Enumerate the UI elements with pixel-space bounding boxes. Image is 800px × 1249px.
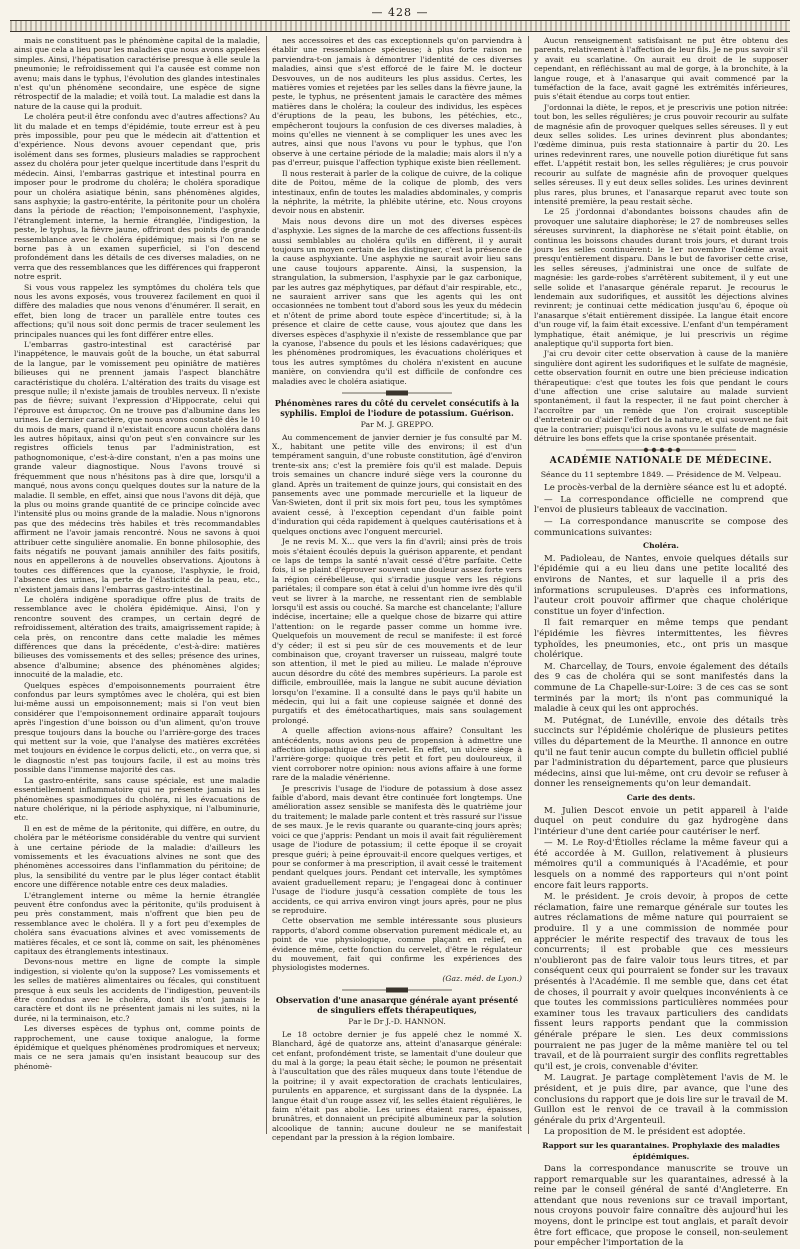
anasarque-article-body: [272, 1030, 522, 1143]
paragraph: L'embarras gastro-intestinal est caractérisé par l'inappétence, le mauvais goût de la bouche, un état saburral de la langue, par le vomissement peu opiniâtre de matières bilieuses qui ne prennent jamais l'aspect blanchâtre caractéristique du choléra. L'altération des traits du visage est presque nulle; il n'existe jamais de troubles nerveux. Il n'existe pas de fièvre; suivant l'expression d'Hippocrate, celui qui l'éprouve est ἀπυρετος. On ne trouve pas d'albumine dans les urines. Le dernier caractère, que nous avons constaté dès le 10 du mois de mars, quand il n'existait encore aucun choléra dans les autres hôpitaux, ainsi qu'on peut s'en convaincre sur les registres officiels tenus par l'administration, est pathognomonique, c'est-à-dire constant, n'en a pas moins une grande valeur diagnostique. Nous l'avons trouvé si fréquemment que nous n'hésitons pas à dire que, lorsqu'il a manqué, nous avons conçu quelques doutes sur la nature de la maladie. Il semble, en effet, ainsi que nous l'avons dit déjà, que la plus ou moins grande quantité de ce principe coïncide avec l'intensité plus ou moins grande de la maladie. Nous n'ignorons pas que des médecins très habiles et très recommandables affirment ne l'avoir jamais rencontré. Nous ne savons à quoi attribuer cette singulière anomalie. En bonne philosophie, des faits négatifs ne pouvant jamais annihiler des faits positifs, nous en appellerons à de nouvelles observations. Ajoutons à toutes ces différences que la cyanose, l'asphyxie, le froid, l'absence des urines, la perte de l'élasticité de la peau, etc., n'existent jamais dans l'embarras gastro-intestinal.: [14, 340, 260, 594]
paragraph: L'étranglement interne ou même la hernie étranglée peuvent être confondus avec la péritonite, qu'ils produisent à peu près constamment, mais n'offrent que bien peu de ressemblance avec le choléra. Il y a fort peu d'exemples de choléra sans évacuations alvines et avec vomissements de matières fécales, et ce sont là, comme on sait, les phénomènes capitaux des étranglements intestinaux.: [14, 890, 260, 956]
column-3: [534, 36, 788, 1249]
column-2: [272, 36, 522, 1143]
article-byline-greppo: Par M. J. GREPPO.: [360, 420, 434, 430]
paragraph: Devons-nous mettre en ligne de compte la simple indigestion, si violente qu'on la suppose? Les vomissements et les selles de matières alimentaires ou fécales, qui constituent presque à eux seuls les accidents de l'indigestion, peuvent-ils être confondus avec le choléra, dont ils n'ont jamais le caractère et dont ils ne présentent jamais ni les suites, ni la durée, ni la terminaison, etc.?: [14, 957, 260, 1023]
teeth-reports: [534, 806, 788, 1138]
ornamental-separator: [586, 447, 736, 453]
cholera-diagnosis-article: [14, 36, 260, 1071]
paragraph: Il fait remarquer en même temps que pendant l'épidémie les fièvres intermittentes, les fièvres typhoïdes, les pneumonies, etc., ont pris un masque cholérique.: [534, 618, 788, 661]
ornamental-separator: [342, 987, 452, 993]
paragraph: La proposition de M. le président est adoptée.: [544, 1127, 746, 1138]
article-heading-syphilis: Phénomènes rares du côté du cervelet consécutifs à la syphilis. Emploi de l'iodure de potassium. Guérison.: [274, 398, 520, 418]
paragraph: A quelle affection avions-nous affaire? Consultant les antécédents, nous avions peu de propension à admettre une affection idiopathique du cervelet. En effet, un ulcère siège à l'arrière-gorge: quoique très petit et fort peu douloureux, il vient corroborer notre opinion: nous avions affaire à une forme rare de la maladie vénérienne.: [272, 726, 522, 783]
syphilis-article-body: [272, 433, 522, 973]
paragraph: La gastro-entérite, sans cause spéciale, est une maladie essentiellement inflammatoire qui ne présente jamais ni les phénomènes spasmodiques du choléra, ni les évacuations de nature cholérique, ni la période asphyxique, ni l'albuminurie, etc.: [14, 775, 260, 823]
paragraph: mais ne constituent pas le phénomène capital de la maladie, ainsi que cela a lieu pour les maladies que nous avons appelées simples. Ainsi, l'hépatisation caractérise presque à elle seule la pneumonie; le refroidissement qui l'a causée est comme non avenu; mais dans le typhus, l'évolution des glandes intestinales n'est qu'un phénomène secondaire, une espèce de signe rétrospectif de la maladie; et voilà tout. La maladie est dans la nature de la cause qui la produit.: [14, 36, 260, 111]
paragraph: Dans la correspondance manuscrite se trouve un rapport remarquable sur les quarantaines, adressé à la reine par le conseil général de santé d'Angleterre. En attendant que nous revenions sur ce travail important, nous croyons pouvoir faire connaître dès aujourd'hui les moyens, dont le principe est tout anglais, et paraît devoir être fort efficace, que propose le conseil, non-seulement pour empêcher l'importation de la: [534, 1164, 788, 1249]
paragraph: Il en est de même de la péritonite, qui diffère, en outre, du choléra par le météorisme considérable du ventre qui survient à une certaine période de la maladie: d'ailleurs les vomissements et les évacuations alvines ne sont que des phénomènes accessoires dans l'inflammation du péritoine; de plus, la sensibilité du ventre par le plus léger contact établit encore une différence notable entre ces deux maladies.: [14, 823, 260, 890]
paragraph: M. Julien Descot envoie un petit appareil à l'aide duquel on peut conduire du gaz hydrogène dans l'intérieur d'une dent cariée pour cautériser le nerf.: [534, 805, 788, 837]
paragraph: M. Laugrat. Je partage complètement l'avis de M. le président, et je puis dire, par avance, que l'une des conclusions du rapport que je dois lire sur le travail de M. Guillon est le renvoi de ce travail à la commission générale du prix d'Argenteuil.: [534, 1073, 788, 1126]
paragraph: M. Putégnat, de Lunéville, envoie des détails très succincts sur l'épidémie cholérique de plusieurs petites villes du département de la Meurthe. Il annonce en outre qu'il ne faut tenir aucun compte du bulletin officiel publié par l'administration du département, parce que plusieurs médecins, ainsi que lui-même, ont cru devoir se refuser à donner les renseignements qu'on leur demandait.: [534, 715, 788, 790]
paragraph: Aucun renseignement satisfaisant ne put être obtenu des parents, relativement à l'affection de leur fils. Je ne pus savoir s'il y avait eu scarlatine. On aurait eu droit de le supposer cependant, en réfléchissant au mal de gorge, à la bronchite, à la langue rouge, et à l'anasarque qui avait commencé par la tuméfaction de la face, avait gagné les extrémités inférieures, puis s'était étendue au corps tout entier.: [534, 36, 788, 102]
paragraph: M. Padioleau, de Nantes, envoie quelques détails sur l'épidémie qui a eu lieu dans une petite localité des environs de Nantes, et sur laquelle il a pris des informations scrupuleuses. D'après ces informations, l'auteur croit pouvoir affirmer que chaque cholérique constitue un foyer d'infection.: [534, 553, 788, 617]
paragraph: Je prescrivis l'usage de l'iodure de potassium à dose assez faible d'abord, mais devant être continuée fort longtemps. Une amélioration assez sensible se manifesta dès le quatrième jour du traitement; le malade parle content et très rassuré sur l'issue de ses maux. Je le revis quarante ou quarante-cinq jours après; voici ce que j'appris: Pendant un mois il avait fait régulièrement usage de l'iodure de potassium; il cette époque il se croyait presque guéri; à peine éprouvait-il encore quelques vertiges, et pour se conformer à ma prescription, il avait cessé le traitement pendant quelques jours. Pendant cet intervalle, les symptômes avaient graduellement reparu; je l'engageai donc à continuer l'usage de l'iodure jusqu'à cessation complète de tous les accidents, ce qui arriva environ vingt jours après, pour ne plus se reproduire.: [272, 783, 522, 915]
column-1: [14, 36, 260, 1136]
academy-minutes: [534, 483, 788, 538]
cholera-reports: [534, 554, 788, 790]
paragraph: Les diverses espèces de typhus ont, comme points de rapprochement, une cause toxique analogue, la forme épidémique et quelques phénomènes prodromiques et nerveux; mais ce ne sera jamais qu'en insistant beaucoup sur des phénomè-: [14, 1024, 260, 1071]
paragraph: — M. Le Roy-d'Étiolles réclame la même faveur qui a été accordée à M. Guillon, relativement à plusieurs mémoires qu'il a communiqués à l'Académie, et pour lesquels on a nommé des rapporteurs qui n'ont point encore fait leurs rapports.: [534, 838, 788, 891]
article-heading-anasarque: Observation d'une anasarque générale ayant présenté de singuliers effets thérapeutiques,: [275, 995, 519, 1015]
paragraph: Quelques espèces d'empoisonnements pourraient être confondus par leurs symptômes avec le choléra, qui est bien lui-même aussi un empoisonnement; mais si l'on veut bien considérer que l'empoisonnement ordinaire apparaît toujours après l'ingestion d'une boisson ou d'un aliment, qu'on trouve presque toujours dans la bouche ou l'arrière-gorge des traces qui mettent sur la voie, que l'analyse des matières excrétées met toujours en évidence le corpus delicti, etc., on verra que, si le diagnostic n'est pas toujours facile, il est au moins très possible dans l'immense majorité des cas.: [14, 680, 260, 775]
paragraph: Au commencement de janvier dernier je fus consulté par M. X., habitant une petite ville des environs; il est d'un tempérament sanguin, d'une robuste constitution, âgé d'environ trente-six ans; c'est la première fois qu'il est malade. Depuis trois semaines un chancre induré siège vers la couronne du gland. Après un traitement de quinze jours, qui consistait en des pansements avec une pommade mercurielle et la liqueur de Van-Swieten, dont il prit six mois fort peu, tous les symptômes avaient cessé, à l'exception cependant d'un faible point d'induration qui céda rapidement à quelques cautérisations et à quelques onctions avec l'onguent mercuriel.: [272, 432, 522, 536]
paragraph: J'ai cru devoir citer cette observation à cause de la manière singulière dont agirent les sudorifiques et le sulfate de magnésie, cette observation fournit en outre une bien précieuse indication thérapeutique: c'est que toutes les fois que pendant le cours d'une affection une crise salutaire au malade survient spontanément, il faut la respecter, il ne faut point chercher à l'accroître par un remède que l'on croirait susceptible d'entretenir ou d'aider l'effort de la nature, et qui souvent ne fait que la contrarier; puisqu'ici nous avons vu le sulfate de magnésie détruire les bons effets que la crise spontanée présentait.: [534, 349, 788, 444]
paragraph: — La correspondance officielle ne comprend que l'envoi de plusieurs tableaux de vaccination.: [534, 494, 788, 516]
masthead-rule: [10, 20, 790, 32]
paragraph: Le procès-verbal de la dernière séance est lu et adopté.: [544, 483, 787, 494]
column-divider: [266, 36, 267, 1134]
ornamental-separator: [342, 390, 452, 396]
paragraph: Le 25 j'ordonnai d'abondantes boissons chaudes afin de provoquer une salutaire diaphorèse; le 27 de nombreuses selles séreuses survinrent, la diaphorèse ne s'était point établie, on continua les boissons chaudes durant trois jours, et durant trois jours les selles continuèrent: le 1er novembre l'œdème avait presqu'entièrement disparu. Dans le but de favoriser cette crise, les selles séreuses, j'administrai une once de sulfate de magnésie: les garde-robes s'arrêtèrent subitement, il y eut une selle solide et l'anasarque générale reparut. Je recourus le lendemain aux sudorifiques, et aussitôt les déjections alvines revinrent; je continuai cette médication jusqu'au 6, époque où l'anasarque s'était entièrement dissipée. La langue était encore d'un rouge vif, la faim était excessive. L'enfant d'un tempérament lymphatique, était anémique, je lui prescrivis un régime analeptique qu'il supporta fort bien.: [534, 207, 788, 348]
paragraph: Je ne revis M. X... que vers la fin d'avril; ainsi près de trois mois s'étaient écoulés depuis la guérison apparente, et pendant ce laps de temps la santé n'avait cessé d'être parfaite. Cette fois, il se plaint d'éprouver souvent une douleur assez forte vers la région cérébelleuse, qui s'irradie jusque vers les régions pariétales; il compare son état à celui d'un homme ivre dès qu'il veut se livrer à la marche, ne ressentant rien de semblable lorsqu'il est assis ou couché. Sa marche est chancelante; l'allure indécise, incertaine; elle a quelque chose de bizarre qui attire l'attention: on le regarde passer comme un homme ivre. Quelquefois un mouvement de recul se manifeste: il est forcé d'y céder; il est si peu sûr de ces mouvements et de leur combinaison que, croyant traverser un ruisseau, malgré toute son attention, il met le pied au milieu. Le malade n'éprouve aucun désordre du côté des membres supérieurs. La parole est difficile, embrouillée, mais la langue ne subit aucune déviation lorsqu'on l'examine. Il a consulté dans le pays qu'il habite un médecin, qui lui a fait une copieuse saignée et donné des purgatifs et des émétocathartiques, mais sans soulagement prolongé.: [272, 537, 522, 725]
paragraph: Si vous vous rappelez les symptômes du choléra tels que nous les avons exposés, vous trouverez facilement en quoi il diffère des maladies que nous venons d'énumérer. Il serait, en effet, bien long de tracer un parallèle entre toutes ces affections; qu'il nous soit donc permis de tracer seulement les principales nuances qui les font différer entre elles.: [14, 282, 260, 339]
session-line: Séance du 11 septembre 1849. — Présidence de M. Velpeau.: [540, 469, 782, 479]
anasarque-article-continued: [534, 36, 788, 443]
paragraph: Le choléra indigène sporadique offre plus de traits de ressemblance avec le choléra épidémique. Ainsi, l'on y rencontre souvent des crampes, un certain degré de refroidissement, altération des traits, amaigrissement rapide; à cela près, on rencontre dans cette maladie les mêmes différences que dans la précédente, c'est-à-dire: matières bilieuses des vomissements et des selles; présence des urines, absence d'albumine; absence des phénomènes algides; innocuité de la maladie, etc.: [14, 594, 260, 680]
paragraph: J'ordonnai la diète, le repos, et je prescrivis une potion nitrée: tout bon, les selles régulières; je crus pouvoir recourir au sulfate de magnésie afin de provoquer quelques selles séreuses. Il y eut deux selles solides. Les urines devinrent plus abondantes; l'œdème diminua, puis resta stationnaire à partir du 20. Les urines redevinrent rares, une nouvelle potion diurétique fut sans effet. L'appétit restait bon, les selles régulières; je crus pouvoir recourir au sulfate de magnésie afin de provoquer quelques selles séreuses. Il y eut deux selles solides. Les urines devinrent plus rares, plus brunes, et l'anasarque reparut avec toute son intensité première, la peau restait sèche.: [534, 102, 788, 206]
paragraph: nes accessoires et des cas exceptionnels qu'on parviendra à établir une ressemblance spécieuse; à plus forte raison ne parviendra-t-on jamais à démontrer l'identité de ces diverses maladies, ainsi que s'est efforcé de le faire M. le docteur Desvouves, un de nos auditeurs les plus assidus. Certes, les matières vomies et rejetées par les selles dans la fièvre jaune, la peste, le typhus, ne présentent jamais le caractère des mêmes matières dans le choléra; la couleur des individus, les espèces d'éruptions de la peau, les bubons, les pétéchies, etc., empêcheront toujours la confusion de ces diverses maladies, à moins qu'elles ne viennent à se compliquer les unes avec les autres, ainsi que nous l'avons vu pour le typhus, que l'on observe à une certaine période de la maladie; mais alors il n'y a pas d'erreur, puisque l'affection typhique existe bien réellement.: [272, 36, 522, 168]
cholera-diagnosis-continued: [272, 36, 522, 386]
paragraph: Cette observation me semble intéressante sous plusieurs rapports, d'abord comme observation purement médicale et, au point de vue physiologique, comme plaçant en relief, en évidence même, cette fonction du cervelet, d'être le régulateur du mouvement, fait qui confirme les expériences des physiologistes modernes.: [272, 916, 522, 973]
paragraph: M. Charcellay, de Tours, envoie également des détails des 9 cas de choléra qui se sont manifestés dans la commune de La Chapelle-sur-Loire: 3 de ces cas se sont terminés par la mort; ils n'ont pas communiqué la maladie à ceux qui les ont approchés.: [534, 661, 788, 715]
subhead-teeth: Carie des dents.: [626, 792, 696, 802]
article-source: (Gaz. méd. de Lyon.): [442, 973, 522, 983]
article-byline-hannon: Par le Dr J.-D. HANNON.: [348, 1017, 446, 1027]
paragraph: M. le président. Je crois devoir, à propos de cette réclamation, faire une remarque générale sur toutes les autres réclamations de même nature qui pourraient se produire. Il y a une commission de nommée pour apprécier le mérite respectif des travaux de tous les concurrents; il est probable que ces messieurs n'oublieront pas de faire valoir tous leurs titres, et par conséquent ceux qui pourraient se fonder sur les travaux présentés à l'Académie. Il me semble que, dans cet état de choses, il pourrait y avoir quelques inconvénients à ce que toutes les commissions particulières nommées pour examiner tous les travaux particuliers des candidats fissent leurs rapports pendant que la commission générale prépare le sien. Les deux commissions pourraient ne pas juger de la même manière tel ou tel travail, et de là pourraient surgir des conflits regrettables qu'il est, je crois, convenable d'éviter.: [534, 892, 788, 1072]
paragraph: — La correspondance manuscrite se compose des communications suivantes:: [534, 517, 788, 538]
paragraph: Le choléra peut-il être confondu avec d'autres affections? Au lit du malade et en temps d'épidémie, toute erreur est à peu près impossible, pour peu que le médecin ait d'attention et d'expérience. Nous devons avouer cependant que, pris isolément dans ses formes, plusieurs maladies se rapprochent assez du choléra pour jeter quelque incertitude dans l'esprit du médecin. Ainsi, l'embarras gastrique et intestinal pourra en imposer pour le prodrome du choléra; le choléra sporadique pour un choléra asiatique bénin, sans phénomènes algides, sans asphyxie; la gastro-entérite, la péritonite pour un choléra dans la période de réaction; l'empoisonnement, l'asphyxie, l'étranglement interne, la hernie étranglée, l'indigestion, la peste, le typhus, la fièvre jaune, offriront des points de grande ressemblance avec le choléra épidémique; mais si l'on ne se borne pas à un examen superficiel, si l'on descend profondément dans les détails de ces diverses maladies, on ne verra que des ressemblances que les différences qui frapperont notre esprit.: [14, 112, 260, 282]
quarantine-report: [534, 1164, 788, 1249]
academy-section-title: ACADÉMIE NATIONALE DE MÉDECINE.: [549, 456, 773, 467]
column-divider: [528, 36, 529, 1134]
paragraph: Le 18 octobre dernier je fus appelé chez le nommé X. Blanchard, âgé de quatorze ans, atteint d'anasarque générale: cet enfant, profondément triste, se lamentait d'une douleur que du mal à la gorge; la peau était sèche; le poumon ne présentait à l'auscultation que des râles muqueux dans toute l'étendue de la poitrine; il y avait expectoration de crachats lenticulaires, purulents en apparence, et surgissant dans de la dyspnée. La langue était d'un rouge assez vif, les selles étaient régulières, le faim n'était pas abolie. Les urines étaient rares, épaisses, brunâtres, et donnaient un précipité albumineux par la solution alcoolique de tannin; aucune douleur ne se manifestait cependant par la pression à la région lombaire.: [272, 1029, 522, 1143]
paragraph: Il nous resterait à parler de la colique de cuivre, de la colique dite de Poitou, même de la colique de plomb, des vers intestinaux, enfin de toutes les maladies abdominales, y compris la néphrite, la métrite, la phlébite utérine, etc. Nous croyons devoir nous en abstenir.: [272, 168, 522, 216]
page-number: — 428 —: [371, 6, 429, 19]
paragraph: Mais nous devons dire un mot des diverses espèces d'asphyxie. Les signes de la marche de ces affections fussent-ils aussi semblables au choléra qu'ils en diffèrent, il y aurait toujours un moyen certain de les distinguer, c'est la présence de la cause asphyxiante. Une asphyxie ne saurait avoir lieu sans une cause toujours apparente. Ainsi, la suspension, la strangulation, la submersion, l'asphyxie par le gaz carbonique, par les autres gaz méphytiques, par défaut d'air respirable, etc., ne sauraient arriver sans que les agents qui les ont occasionnées ne tombent tout d'abord sous les yeux du médecin et n'ôtent de prime abord toute espèce d'incertitude; si, à la présence et claire de cette cause, vous ajoutez que dans les diverses espèces d'asphyxie il n'existe de ressemblance que par la cyanose, l'absence du pouls et les lésions cadavériques; que les phénomènes prodromiques, les évacuations cholériques et tous les autres symptômes du choléra n'existent en aucune manière, on conviendra qu'il est difficile de confondre ces maladies avec le choléra asiatique.: [272, 216, 522, 386]
subhead-quarantine: Rapport sur les quarantaines. Prophylaxie des maladies épidémiques.: [542, 1140, 780, 1161]
subhead-cholera: Choléra.: [643, 541, 679, 551]
